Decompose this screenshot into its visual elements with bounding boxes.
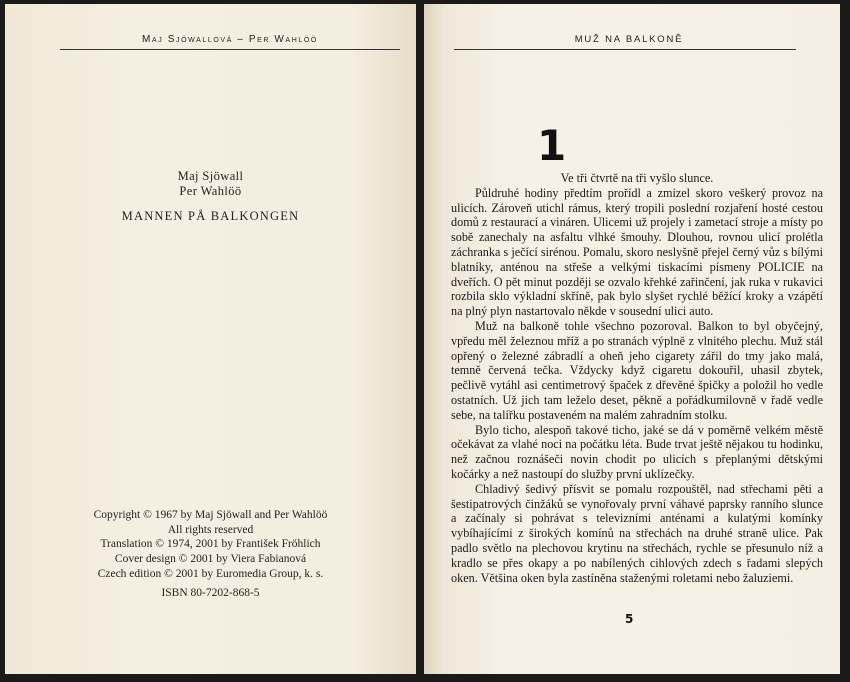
paragraph: Chladivý šedivý přísvit se pomalu rozpouštěl, nad střechami pěti a šestipatrových činžáků se vynořovaly první váhavé paprsky ranního slunce a začínaly si pohrávat s televizními anténami a kulatými komínky vybíhajícími z širokých komínů na střechách na druhé straně ulice. Pak padlo světlo na plechovou krytinu na střechách, rychle se přesunulo níž a kradlo se přes okapy a po nabílených cihlových zdech s řadami slepých oken. Většina oken byla zastíněna staženými roletami nebo žaluziemi. — [451, 481, 823, 585]
paragraph: Muž na balkoně tohle všechno pozoroval. Balkon to byl obyčejný, vpředu měl železnou mříž a po stranách výplně z vlnitého plechu. Muž stál opřený o železné zábradlí a oheň jeho cigarety zářil do tmy jako malá, temně červená tečka. Vždycky když cigaretu dokouřil, uhasil zbytek, pečlivě vytáhl asi centimetrový špaček z dřevěné špičky a položil ho vedle ostatních. Už jich tam leželo deset, pěkně a pořádkumilovně v řadě vedle sebe, na talířku postaveném na malém zahradním stolku. — [451, 318, 823, 422]
copyright-block — [5, 508, 416, 582]
header-rule-left — [60, 49, 400, 50]
original-title: MANNEN PÅ BALKONGEN — [121, 209, 300, 223]
left-page — [5, 4, 416, 674]
paragraph: Ve tři čtvrtě na tři vyšlo slunce. — [560, 171, 714, 185]
author-name: Maj Sjöwall — [177, 169, 244, 183]
authors — [5, 169, 416, 199]
right-page — [424, 4, 840, 674]
copyright-line: Cover design © 2001 by Viera Fabianová — [114, 553, 307, 566]
paragraph: Půldruhé hodiny předtím prořídl a zmizel skoro veškerý provoz na ulicích. Zároveň utichl rámus, který tropili poslední rozjaření hosté cestou domů z restaurací a vináren. Ulicemi už projely i zametací stroje a místy po sobě zanechaly na asfaltu vlhké šmouhy. Dlouhou, rovnou ulicí prolétla záchranka s ječící sirénou. Pomalu, skoro neslyšně přejel černý vůz s bílými blatníky, anténou na střeše a velkými tiskacími písmeny POLICIE na dveřích. O pět minut později se ozvalo křehké zařinčení, jak ruka v rukavici rozbila sklo výkladní skříně, pak bylo slyšet rychlé běžící kroky a vzápětí na plný plyn nastartovalo někde v sousední ulici auto. — [451, 185, 823, 319]
copyright-line: Translation © 1974, 2001 by František Fröhlich — [100, 538, 321, 551]
copyright-line: All rights reserved — [167, 523, 254, 536]
chapter-text — [451, 171, 823, 585]
chapter-number: 1 — [537, 121, 567, 170]
copyright-line: Czech edition © 2001 by Euromedia Group, k. s. — [97, 567, 324, 580]
copyright-line: Copyright © 1967 by Maj Sjöwall and Per Wahlöö — [93, 509, 328, 521]
running-head-right: MUŽ NA BALKONĚ — [574, 34, 684, 45]
page-number: 5 — [625, 612, 634, 626]
running-head-left: Maj Sjöwallová – Per Wahlöö — [142, 34, 318, 45]
paragraph: Bylo ticho, alespoň takové ticho, jaké se dá v poměrně velkém městě očekávat za vlahé noci na počátku léta. Bude trvat ještě nějakou tu hodinku, než začnou roznášeči novin chodit po ulicích s přeplanými dětskými kočárky a než nastoupí do služby první uklízečky. — [451, 422, 823, 481]
header-rule-right — [454, 49, 796, 50]
isbn: ISBN 80-7202-868-5 — [161, 587, 260, 599]
author-name: Per Wahlöö — [179, 184, 242, 198]
